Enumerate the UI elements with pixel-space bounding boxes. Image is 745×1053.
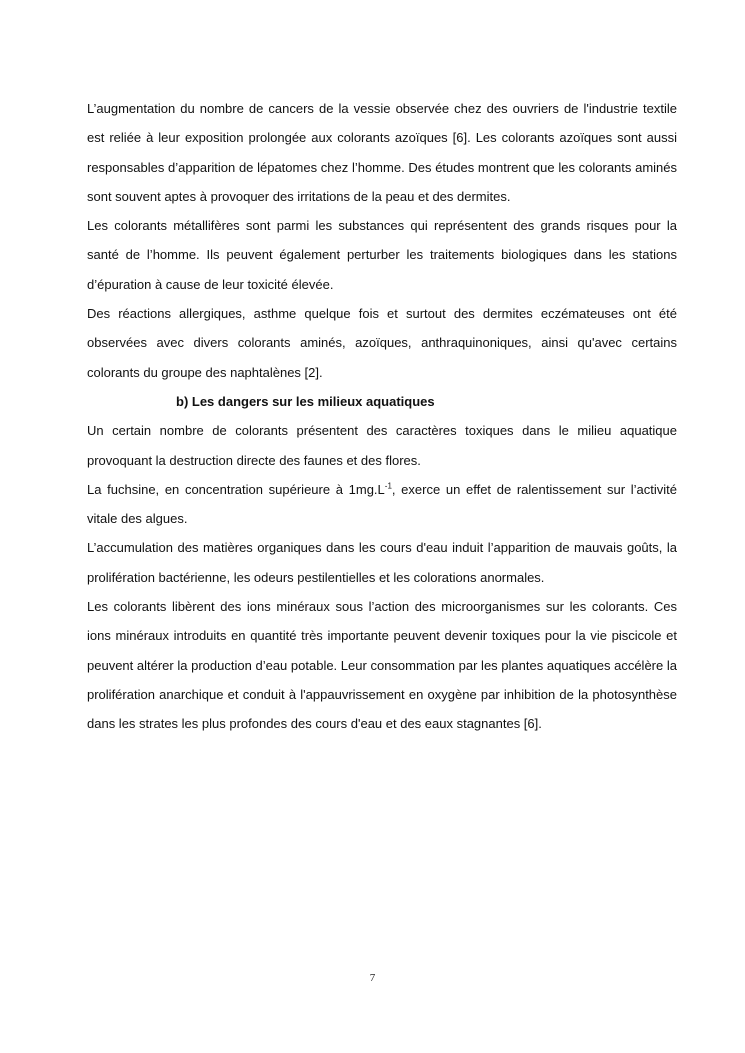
paragraph-aquatic-toxicity: Un certain nombre de colorants présentent des caractères toxiques dans le milieu aquatique provoquant la destruction directe des faunes et des flores.: [87, 423, 677, 468]
paragraph-metal-dyes: Les colorants métallifères sont parmi les substances qui représentent des grands risques pour la santé de l’homme. Ils peuvent également perturber les traitements biologiques dans les stations d’épuration à cause de leur toxicité élevée.: [87, 218, 677, 292]
fuchsine-unit-exponent: -1: [384, 481, 392, 491]
page-number: 7: [369, 972, 376, 984]
paragraph-allergic-reactions: Des réactions allergiques, asthme quelque fois et surtout des dermites eczémateuses ont été observées avec divers colorants aminés, azoïques, anthraquinoniques, ainsi qu'avec certains colorants du groupe des naphtalènes [2].: [87, 306, 677, 380]
fuchsine-text-before: La fuchsine, en concentration supérieure à 1mg.L: [87, 481, 385, 497]
section-heading-aquatic-dangers: b) Les dangers sur les milieux aquatiques: [176, 393, 435, 409]
fuchsine-text-after: , exerce un effet de ralentissement sur l’activité vitale des algues.: [87, 481, 677, 527]
paragraph-organic-matter: L’accumulation des matières organiques dans les cours d'eau induit l’apparition de mauvais goûts, la prolifération bactérienne, les odeurs pestilentielles et les colorations anormales.: [87, 540, 677, 585]
paragraph-mineral-ions: Les colorants libèrent des ions minéraux sous l’action des microorganismes sur les colorants. Ces ions minéraux introduits en quantité très importante peuvent devenir toxiques pour la vie piscicole et peuvent altérer la production d’eau potable. Leur consommation par les plantes aquatiques accélère la prolifération anarchique et conduit à l'appauvrissement en oxygène par inhibition de la photosynthèse dans les strates les plus profondes des cours d'eau et des eaux stagnantes [6].: [87, 599, 677, 732]
paragraph-fuchsine: [87, 475, 677, 534]
document-body: [87, 94, 677, 739]
paragraph-bladder-cancer: L’augmentation du nombre de cancers de la vessie observée chez des ouvriers de l'industrie textile est reliée à leur exposition prolongée aux colorants azoïques [6]. Les colorants azoïques sont aussi responsables d’apparition de lépatomes chez l’homme. Des études montrent que les colorants aminés sont souvent aptes à provoquer des irritations de la peau et des dermites.: [87, 101, 677, 204]
